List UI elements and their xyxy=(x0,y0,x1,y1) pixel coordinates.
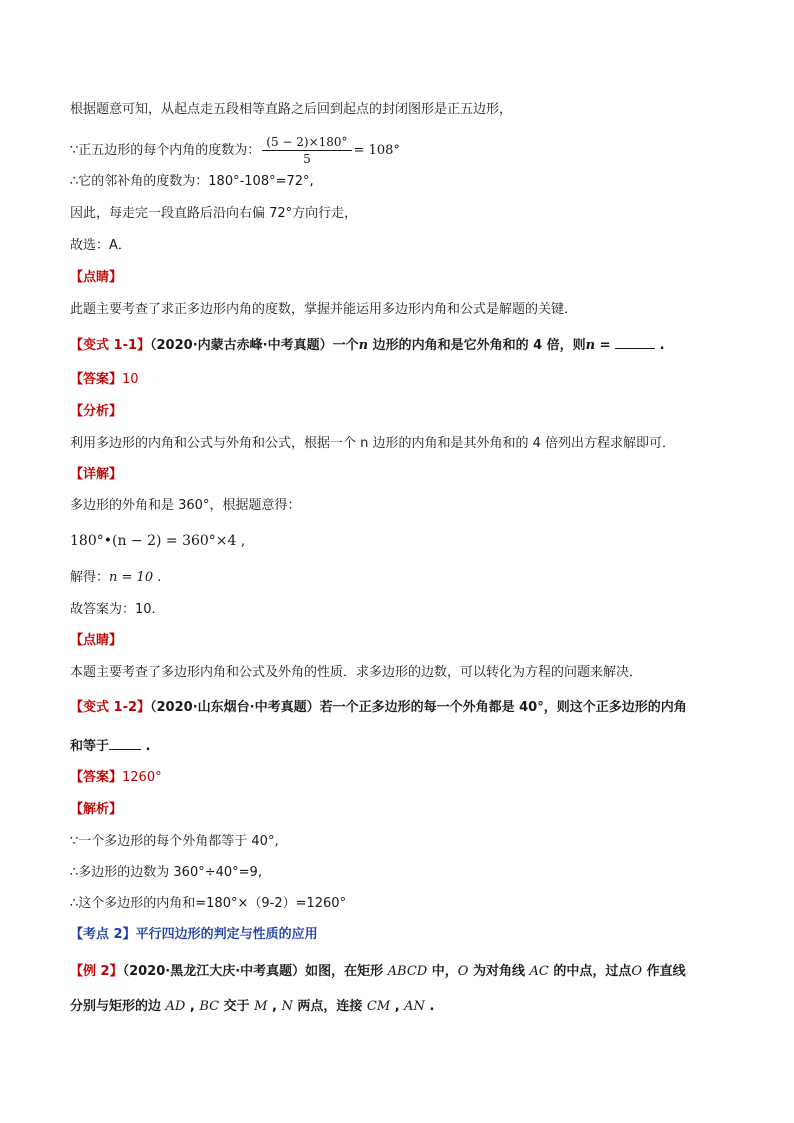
variable-o: O xyxy=(457,964,469,979)
example-2-line-1 xyxy=(70,963,686,981)
variant-1-2-text2: 和等于 xyxy=(70,739,110,754)
answer-value: 10 xyxy=(122,372,139,387)
heading-dianjing-2: 【点睛】 xyxy=(70,633,123,648)
fraction-result: = 108° xyxy=(353,143,400,158)
variable-cm: CM xyxy=(366,999,391,1014)
example-2-text: 如图，在矩形 xyxy=(305,964,388,979)
heading-fenxi: 【分析】 xyxy=(70,404,123,419)
variant-1-1-equals: = xyxy=(595,338,616,353)
fraction-denominator: 5 xyxy=(303,152,311,166)
variable-ac: AC xyxy=(529,964,549,979)
variant-1-1-end: . xyxy=(655,338,665,353)
variable-an: AN xyxy=(404,999,425,1014)
variable-abcd: ABCD xyxy=(387,964,428,979)
variable-n: n xyxy=(358,338,369,353)
equation-1: 180°•(n − 2) = 360°×4 , xyxy=(70,533,246,549)
paragraph-conclusion: 根据题意可知，从起点走五段相等直路之后回到起点的封闭图形是正五边形， xyxy=(70,102,513,117)
variant-1-1-text-a: 一个 xyxy=(332,338,359,353)
variant-1-2-end: . xyxy=(141,739,151,754)
answer-value: 1260° xyxy=(122,770,162,785)
heading-kaodian-2: 【考点 2】平行四边形的判定与性质的应用 xyxy=(70,927,318,942)
example-2-text: . xyxy=(424,999,435,1014)
variant-1-2-question xyxy=(70,699,687,717)
example-2-text: 两点，连接 xyxy=(292,999,367,1014)
paragraph-dianjing-2: 本题主要考查了多边形内角和公式及外角的性质．求多边形的边数，可以转化为方程的问题来解决． xyxy=(70,665,643,680)
example-2-line-2 xyxy=(70,998,434,1016)
paragraph-solution xyxy=(70,569,161,587)
variant-1-2-tag: 【变式 1-2】 xyxy=(70,700,151,715)
solution-equation: n = 10 . xyxy=(109,570,162,585)
example-2-text: 为对角线 xyxy=(468,964,530,979)
paragraph-fenxi: 利用多边形的内角和公式与外角和公式，根据一个 n 边形的内角和是其外角和的 4 倍列出方程求解即可． xyxy=(70,436,676,451)
answer-label: 【答案】 xyxy=(70,372,123,387)
solution-label: 解得： xyxy=(70,570,110,585)
variable-o: O xyxy=(631,964,643,979)
variant-1-1-question xyxy=(70,336,665,355)
variant-1-1-source: （2020·内蒙古赤峰·中考真题） xyxy=(150,338,333,353)
variable-bc: BC xyxy=(199,999,220,1014)
paragraph-interior-angle xyxy=(70,134,400,167)
interior-angle-prefix: ∵正五边形的每个内角的度数为： xyxy=(70,143,261,158)
heading-jiexi: 【解析】 xyxy=(70,802,123,817)
paragraph-answer-choice: 故选：A． xyxy=(70,238,131,253)
answer-1-1 xyxy=(70,371,139,389)
paragraph-dianjing-1: 此题主要考查了求正多边形内角的度数，掌握并能运用多边形内角和公式是解题的关键． xyxy=(70,302,578,317)
example-2-text: , xyxy=(185,999,200,1014)
answer-1-2 xyxy=(70,769,162,787)
variable-m: M xyxy=(254,999,268,1014)
paragraph-interior-sum: ∴这个多边形的内角和=180°×（9-2）=1260° xyxy=(70,896,347,911)
example-2-text: 中， xyxy=(427,964,458,979)
paragraph-final-answer: 故答案为：10． xyxy=(70,602,165,617)
paragraph-direction: 因此，每走完一段直路后沿向右偏 72°方向行走， xyxy=(70,206,358,221)
variant-1-1-text-b: 边形的内角和是它外角和的 4 倍，则 xyxy=(368,338,586,353)
paragraph-side-count: ∴多边形的边数为 360°÷40°=9, xyxy=(70,865,262,880)
paragraph-exterior-angle: ∵一个多边形的每个外角都等于 40°, xyxy=(70,834,279,849)
example-2-text: , xyxy=(390,999,405,1014)
answer-blank xyxy=(615,336,655,349)
fraction xyxy=(262,134,351,167)
variant-1-2-source: （2020·山东烟台·中考真题） xyxy=(150,700,320,715)
example-2-tag: 【例 2】 xyxy=(70,964,123,979)
example-2-source: （2020·黑龙江大庆·中考真题） xyxy=(122,964,306,979)
fraction-numerator: (5 − 2)×180° xyxy=(262,134,351,151)
variant-1-1-tag: 【变式 1-1】 xyxy=(70,338,151,353)
variable-n: n xyxy=(585,338,596,353)
variable-n: N xyxy=(281,999,293,1014)
variant-1-2-text: 若一个正多边形的每一个外角都是 40°，则这个正多边形的内角 xyxy=(319,700,687,715)
example-2-text: 交于 xyxy=(219,999,255,1014)
variable-ad: AD xyxy=(165,999,186,1014)
heading-xiangjie: 【详解】 xyxy=(70,467,123,482)
paragraph-exterior-sum: 多边形的外角和是 360°，根据题意得： xyxy=(70,498,301,513)
example-2-text: 作直线 xyxy=(642,964,686,979)
variant-1-2-question-line2 xyxy=(70,737,150,756)
example-2-text: , xyxy=(267,999,282,1014)
example-2-text: 的中点，过点 xyxy=(548,964,632,979)
heading-dianjing-1: 【点睛】 xyxy=(70,270,123,285)
answer-blank xyxy=(109,737,141,750)
answer-label: 【答案】 xyxy=(70,770,123,785)
example-2-text: 分别与矩形的边 xyxy=(70,999,166,1014)
paragraph-supplementary: ∴它的邻补角的度数为：180°-108°=72°, xyxy=(70,174,314,189)
